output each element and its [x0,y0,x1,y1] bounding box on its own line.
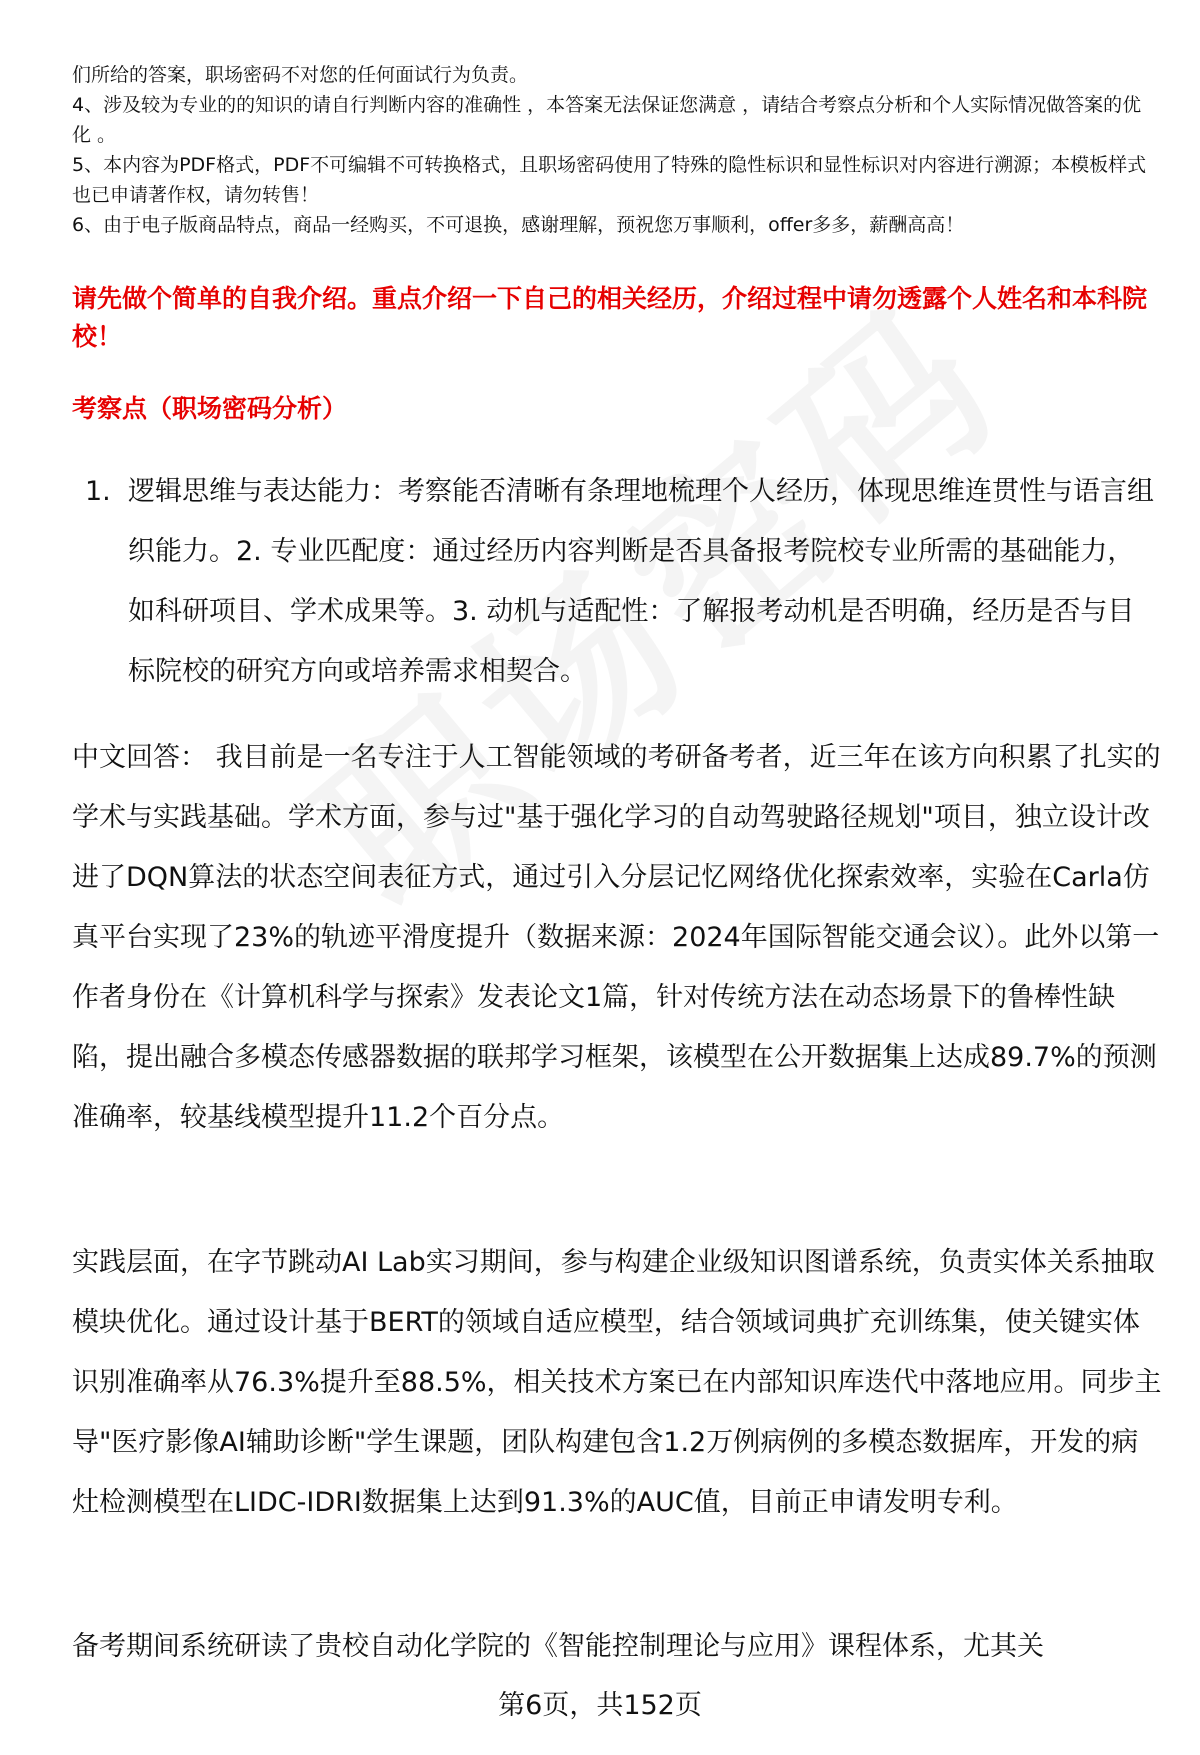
note-line: 4、涉及较为专业的的知识的请自行判断内容的准确性 ，本答案无法保证您满意 ，请结合考察点分析和个人实际情况做答案的优化 。 [72,94,1142,146]
page-number: 第6页，共152页 [498,1690,702,1721]
answer-paragraph-1 [72,728,1162,1148]
answer-paragraph-3 [72,1617,1162,1677]
interview-question: 请先做个简单的自我介绍。重点介绍一下自己的相关经历，介绍过程中请勿透露个人姓名和本科院校！ [72,284,1148,351]
list-number: 1. [85,476,111,507]
page-footer [0,1686,1200,1726]
exam-points-heading: 考察点（职场密码分析） [72,394,348,423]
disclaimer-notes [72,60,1152,240]
note-line: 5、本内容为PDF格式，PDF不可编辑不可转换格式，且职场密码使用了特殊的隐性标识和显性标识对内容进行溯源；本模板样式也已申请著作权，请勿转售！ [72,154,1147,206]
answer-text: 备考期间系统研读了贵校自动化学院的《智能控制理论与应用》课程体系，尤其关 [72,1631,1044,1662]
exam-points-text: 逻辑思维与表达能力：考察能否清晰有条理地梳理个人经历，体现思维连贯性与语言组织能力。2. 专业匹配度：通过经历内容判断是否具备报考院校专业所需的基础能力，如科研项目、学术成果等。3. 动机与适配性：了解报考动机是否明确，经历是否与目标院校的研究方向或培养需求相契合。 [128,476,1154,687]
answer-text: 实践层面，在字节跳动AI Lab实习期间，参与构建企业级知识图谱系统，负责实体关系抽取模块优化。通过设计基于BERT的领域自适应模型，结合领域词典扩充训练集，使关键实体识别准确率从76.3%提升至88.5%，相关技术方案已在内部知识库迭代中落地应用。同步主导"医疗影像AI辅助诊断"学生课题，团队构建包含1.2万例病例的多模态数据库，开发的病灶检测模型在LIDC-IDRI数据集上达到91.3%的AUC值，目前正申请发明专利。 [72,1247,1162,1518]
answer-paragraph-2 [72,1233,1162,1533]
exam-points-list [85,462,1160,702]
answer-text: 中文回答： 我目前是一名专注于人工智能领域的考研备考者，近三年在该方向积累了扎实的学术与实践基础。学术方面，参与过"基于强化学习的自动驾驶路径规划"项目，独立设计改进了DQN算法的状态空间表征方式，通过引入分层记忆网络优化探索效率，实验在Carla仿真平台实现了23%的轨迹平滑度提升（数据来源：2024年国际智能交通会议）。此外以第一作者身份在《计算机科学与探索》发表论文1篇，针对传统方法在动态场景下的鲁棒性缺陷，提出融合多模态传感器数据的联邦学习框架，该模型在公开数据集上达成89.7%的预测准确率，较基线模型提升11.2个百分点。 [72,742,1161,1133]
note-line: 6、由于电子版商品特点，商品一经购买，不可退换，感谢理解，预祝您万事顺利，offer多多，薪酬高高！ [72,214,965,236]
note-line: 们所给的答案，职场密码不对您的任何面试行为负责。 [72,64,529,86]
